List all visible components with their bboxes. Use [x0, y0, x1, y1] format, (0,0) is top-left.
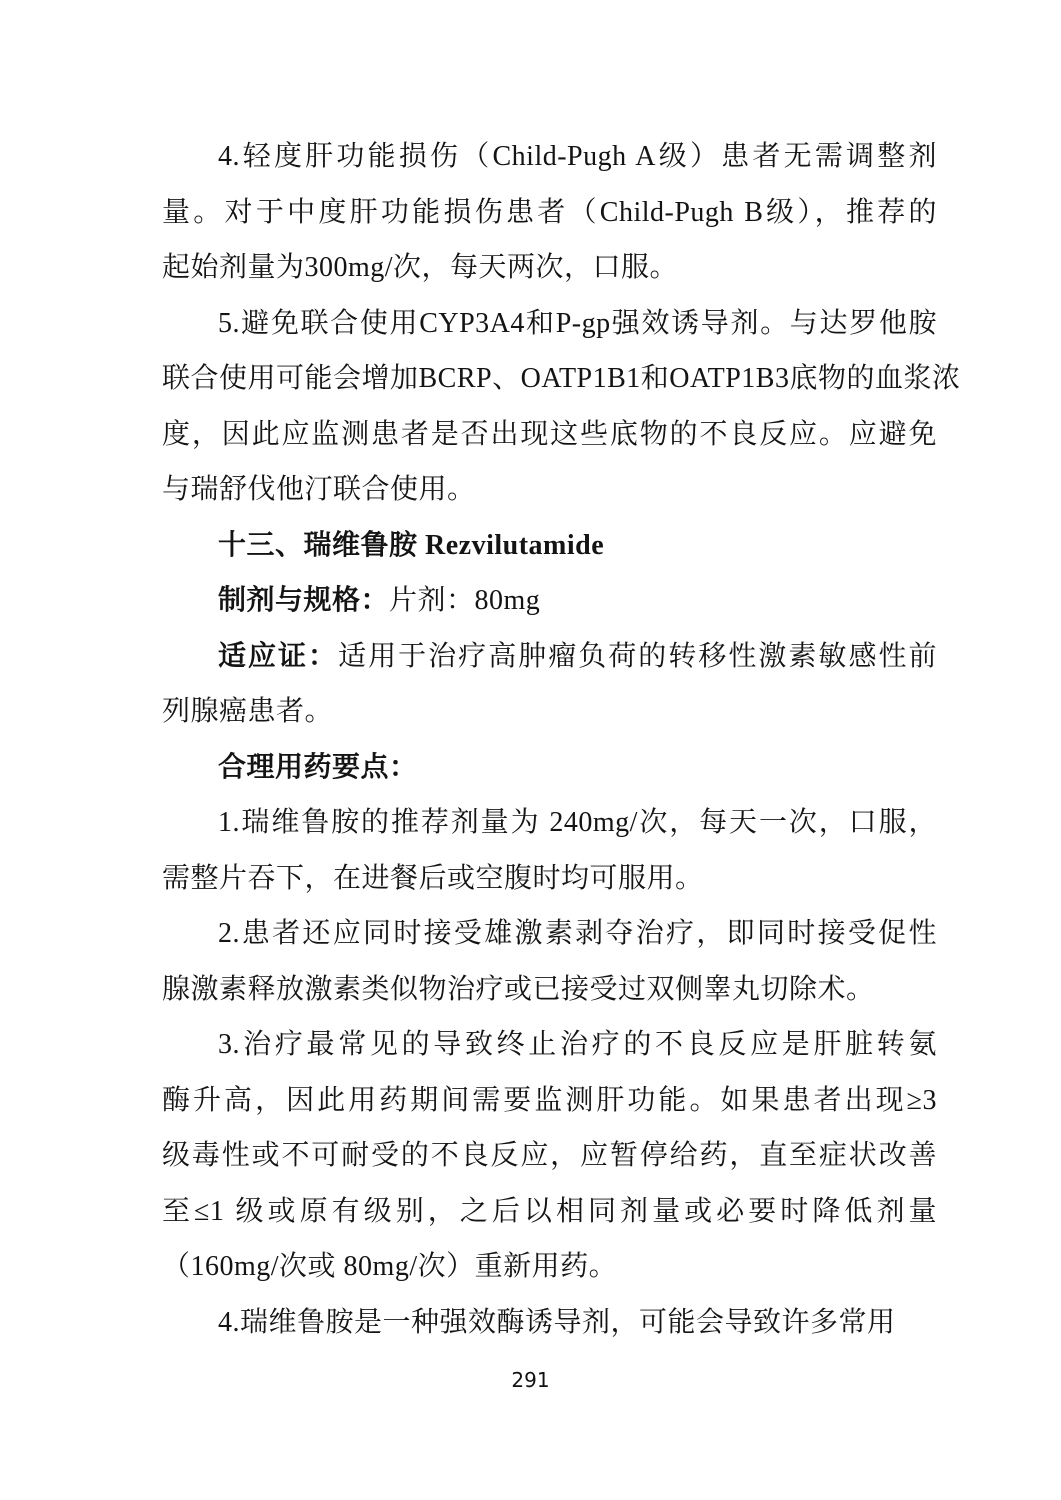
text-segment: 列腺癌患者。	[162, 696, 334, 727]
text-line	[162, 684, 937, 740]
paragraph-item-4-hepatic-impairment	[162, 129, 937, 296]
text-line	[162, 185, 937, 241]
text-segment: 5.避免联合使用CYP3A4和P-gp强效诱导剂。与达罗他胺	[218, 307, 937, 339]
key-points-heading	[162, 740, 937, 796]
text-line	[162, 851, 937, 907]
text-line	[162, 1184, 937, 1240]
text-segment: 2.患者还应同时接受雄激素剥夺治疗，即同时接受促性	[218, 918, 937, 949]
text-line	[162, 1017, 937, 1073]
indication-paragraph	[162, 629, 937, 740]
text-segment: 度，因此应监测患者是否出现这些底物的不良反应。应避免	[162, 418, 937, 450]
key-point-4-enzyme-inducer	[162, 1295, 937, 1351]
text-line	[162, 351, 961, 407]
text-line	[162, 296, 937, 352]
text-segment: 4.瑞维鲁胺是一种强效酶诱导剂，可能会导致许多常用	[218, 1306, 896, 1338]
text-segment: 与瑞舒伐他汀联合使用。	[162, 474, 476, 505]
section-heading-rezvilutamide	[162, 518, 937, 574]
text-segment: 酶升高，因此用药期间需要监测肝功能。如果患者出现≥3	[162, 1084, 937, 1116]
page-number: 291	[511, 1368, 550, 1392]
text-segment: 1.瑞维鲁胺的推荐剂量为 240mg/次，每天一次，口服，	[218, 807, 937, 838]
text-line	[162, 518, 937, 574]
text-segment: 量。对于中度肝功能损伤患者（Child-Pugh B级），推荐的	[162, 196, 937, 228]
key-point-1-dosage	[162, 795, 937, 906]
text-line	[162, 629, 937, 685]
text-segment: 3.治疗最常见的导致终止治疗的不良反应是肝脏转氨	[218, 1029, 937, 1060]
key-point-3-liver-monitoring	[162, 1017, 937, 1295]
text-segment: 至≤1 级或原有级别，之后以相同剂量或必要时降低剂量	[162, 1195, 937, 1227]
formulation-spec-line	[162, 573, 937, 629]
text-segment: 级毒性或不可耐受的不良反应，应暂停给药，直至症状改善	[162, 1140, 937, 1171]
bold-label: 十三、瑞维鲁胺 Rezvilutamide	[218, 529, 605, 561]
text-line	[162, 1295, 937, 1351]
document-body	[162, 129, 961, 1350]
bold-label: 适应证：	[218, 640, 339, 672]
text-line	[162, 462, 937, 518]
text-line	[162, 906, 937, 962]
text-line	[162, 1128, 937, 1184]
text-line	[162, 129, 937, 185]
text-segment: 腺激素释放激素类似物治疗或已接受过双侧睾丸切除术。	[162, 973, 875, 1005]
text-line	[162, 962, 937, 1018]
text-segment: 起始剂量为300mg/次，每天两次，口服。	[162, 252, 679, 283]
text-line	[162, 740, 937, 796]
text-line	[162, 407, 937, 463]
text-segment: 需整片吞下，在进餐后或空腹时均可服用。	[162, 862, 704, 894]
paragraph-item-5-drug-interactions	[162, 296, 961, 518]
text-segment: （160mg/次或 80mg/次）重新用药。	[162, 1251, 618, 1282]
text-segment: 片剂：80mg	[389, 585, 541, 616]
text-segment: 适用于治疗高肿瘤负荷的转移性激素敏感性前	[338, 640, 937, 672]
text-line	[162, 1239, 937, 1295]
text-line	[162, 1073, 937, 1129]
text-line	[162, 240, 937, 296]
text-segment: 4.轻度肝功能损伤（Child-Pugh A级）患者无需调整剂	[218, 141, 937, 172]
key-point-2-adt	[162, 906, 937, 1017]
bold-label: 合理用药要点：	[218, 751, 418, 783]
text-line	[162, 573, 937, 629]
text-line	[162, 795, 937, 851]
text-segment: 联合使用可能会增加BCRP、OATP1B1和OATP1B3底物的血浆浓	[162, 363, 961, 394]
bold-label: 制剂与规格：	[218, 585, 390, 616]
